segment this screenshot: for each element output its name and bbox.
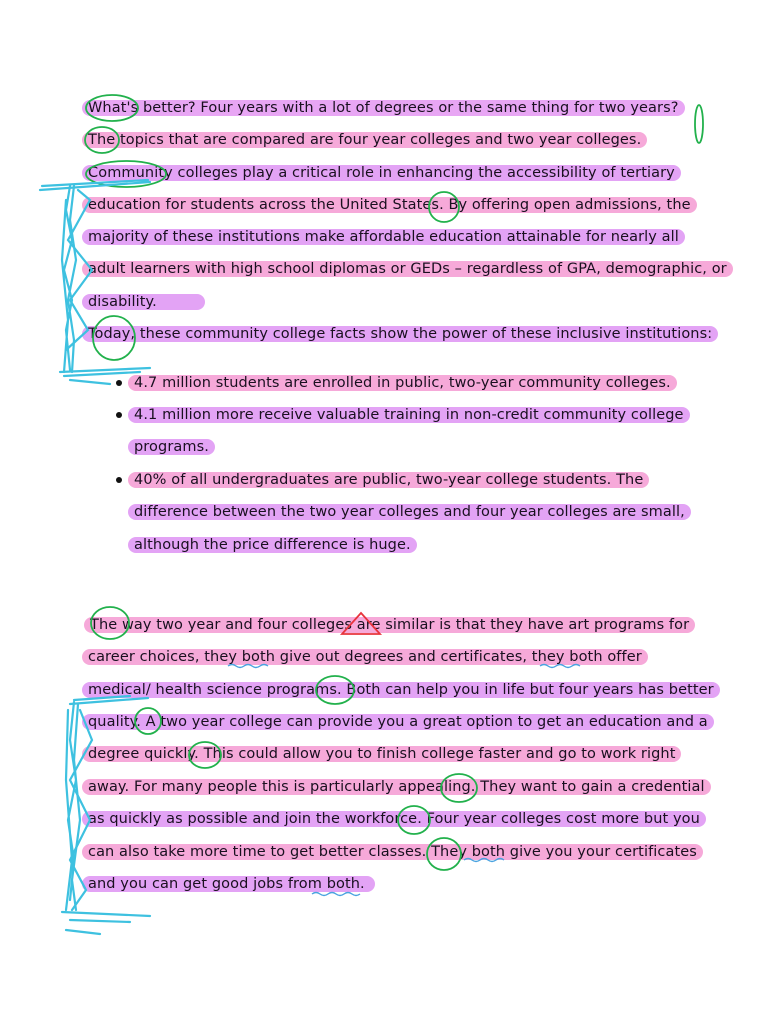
para2-line-8: can also take more time to get better classes. They both give you your certificates [82,836,703,868]
para2-line-3: medical/ health science programs. Both can help you in life but four years has better [82,674,720,706]
para2-line-5: degree quickly. This could allow you to finish college faster and go to work right [82,738,681,770]
green-circle-icon [695,105,703,143]
para1-line-4: education for students across the United States. By offering open admissions, the [82,189,697,221]
bullet-3-line-3: although the price difference is huge. [128,529,417,561]
para2-line-9: and you can get good jobs from both. [82,868,375,900]
bullet-dot [116,380,122,386]
para1-line-1: What's better? Four years with a lot of degrees or the same thing for two years? [82,92,685,124]
para2-line-4: quality. A two year college can provide you a great option to get an education and a [82,706,714,738]
para2-line-1: The way two year and four colleges are similar is that they have art programs for [84,609,695,641]
para1-line-5: majority of these institutions make affordable education attainable for nearly all [82,221,685,253]
para1-line-2: The topics that are compared are four year colleges and two year colleges. [82,124,647,156]
bullet-2-line-1: 4.1 million more receive valuable training in non-credit community college [128,399,690,431]
para2-line-7: as quickly as possible and join the workforce. Four year colleges cost more but you [82,803,706,835]
para2-line-2: career choices, they both give out degrees and certificates, they both offer [82,641,648,673]
bullet-3-line-2: difference between the two year colleges and four year colleges are small, [128,496,691,528]
bullet-dot [116,412,122,418]
bullet-3-line-1: 40% of all undergraduates are public, two-year college students. The [128,464,649,496]
para1-line-8: Today, these community college facts show the power of these inclusive institutions: [82,318,718,350]
bullet-1: 4.7 million students are enrolled in public, two-year community colleges. [128,367,677,399]
para2-line-6: away. For many people this is particularly appealing. They want to gain a credential [82,771,711,803]
para1-line-7: disability. [82,286,205,318]
para1-line-6: adult learners with high school diplomas or GEDs – regardless of GPA, demographic, or [82,253,733,285]
bullet-2-line-2: programs. [128,431,215,463]
para1-line-3: Community colleges play a critical role in enhancing the accessibility of tertiary [82,157,681,189]
bullet-dot [116,477,122,483]
